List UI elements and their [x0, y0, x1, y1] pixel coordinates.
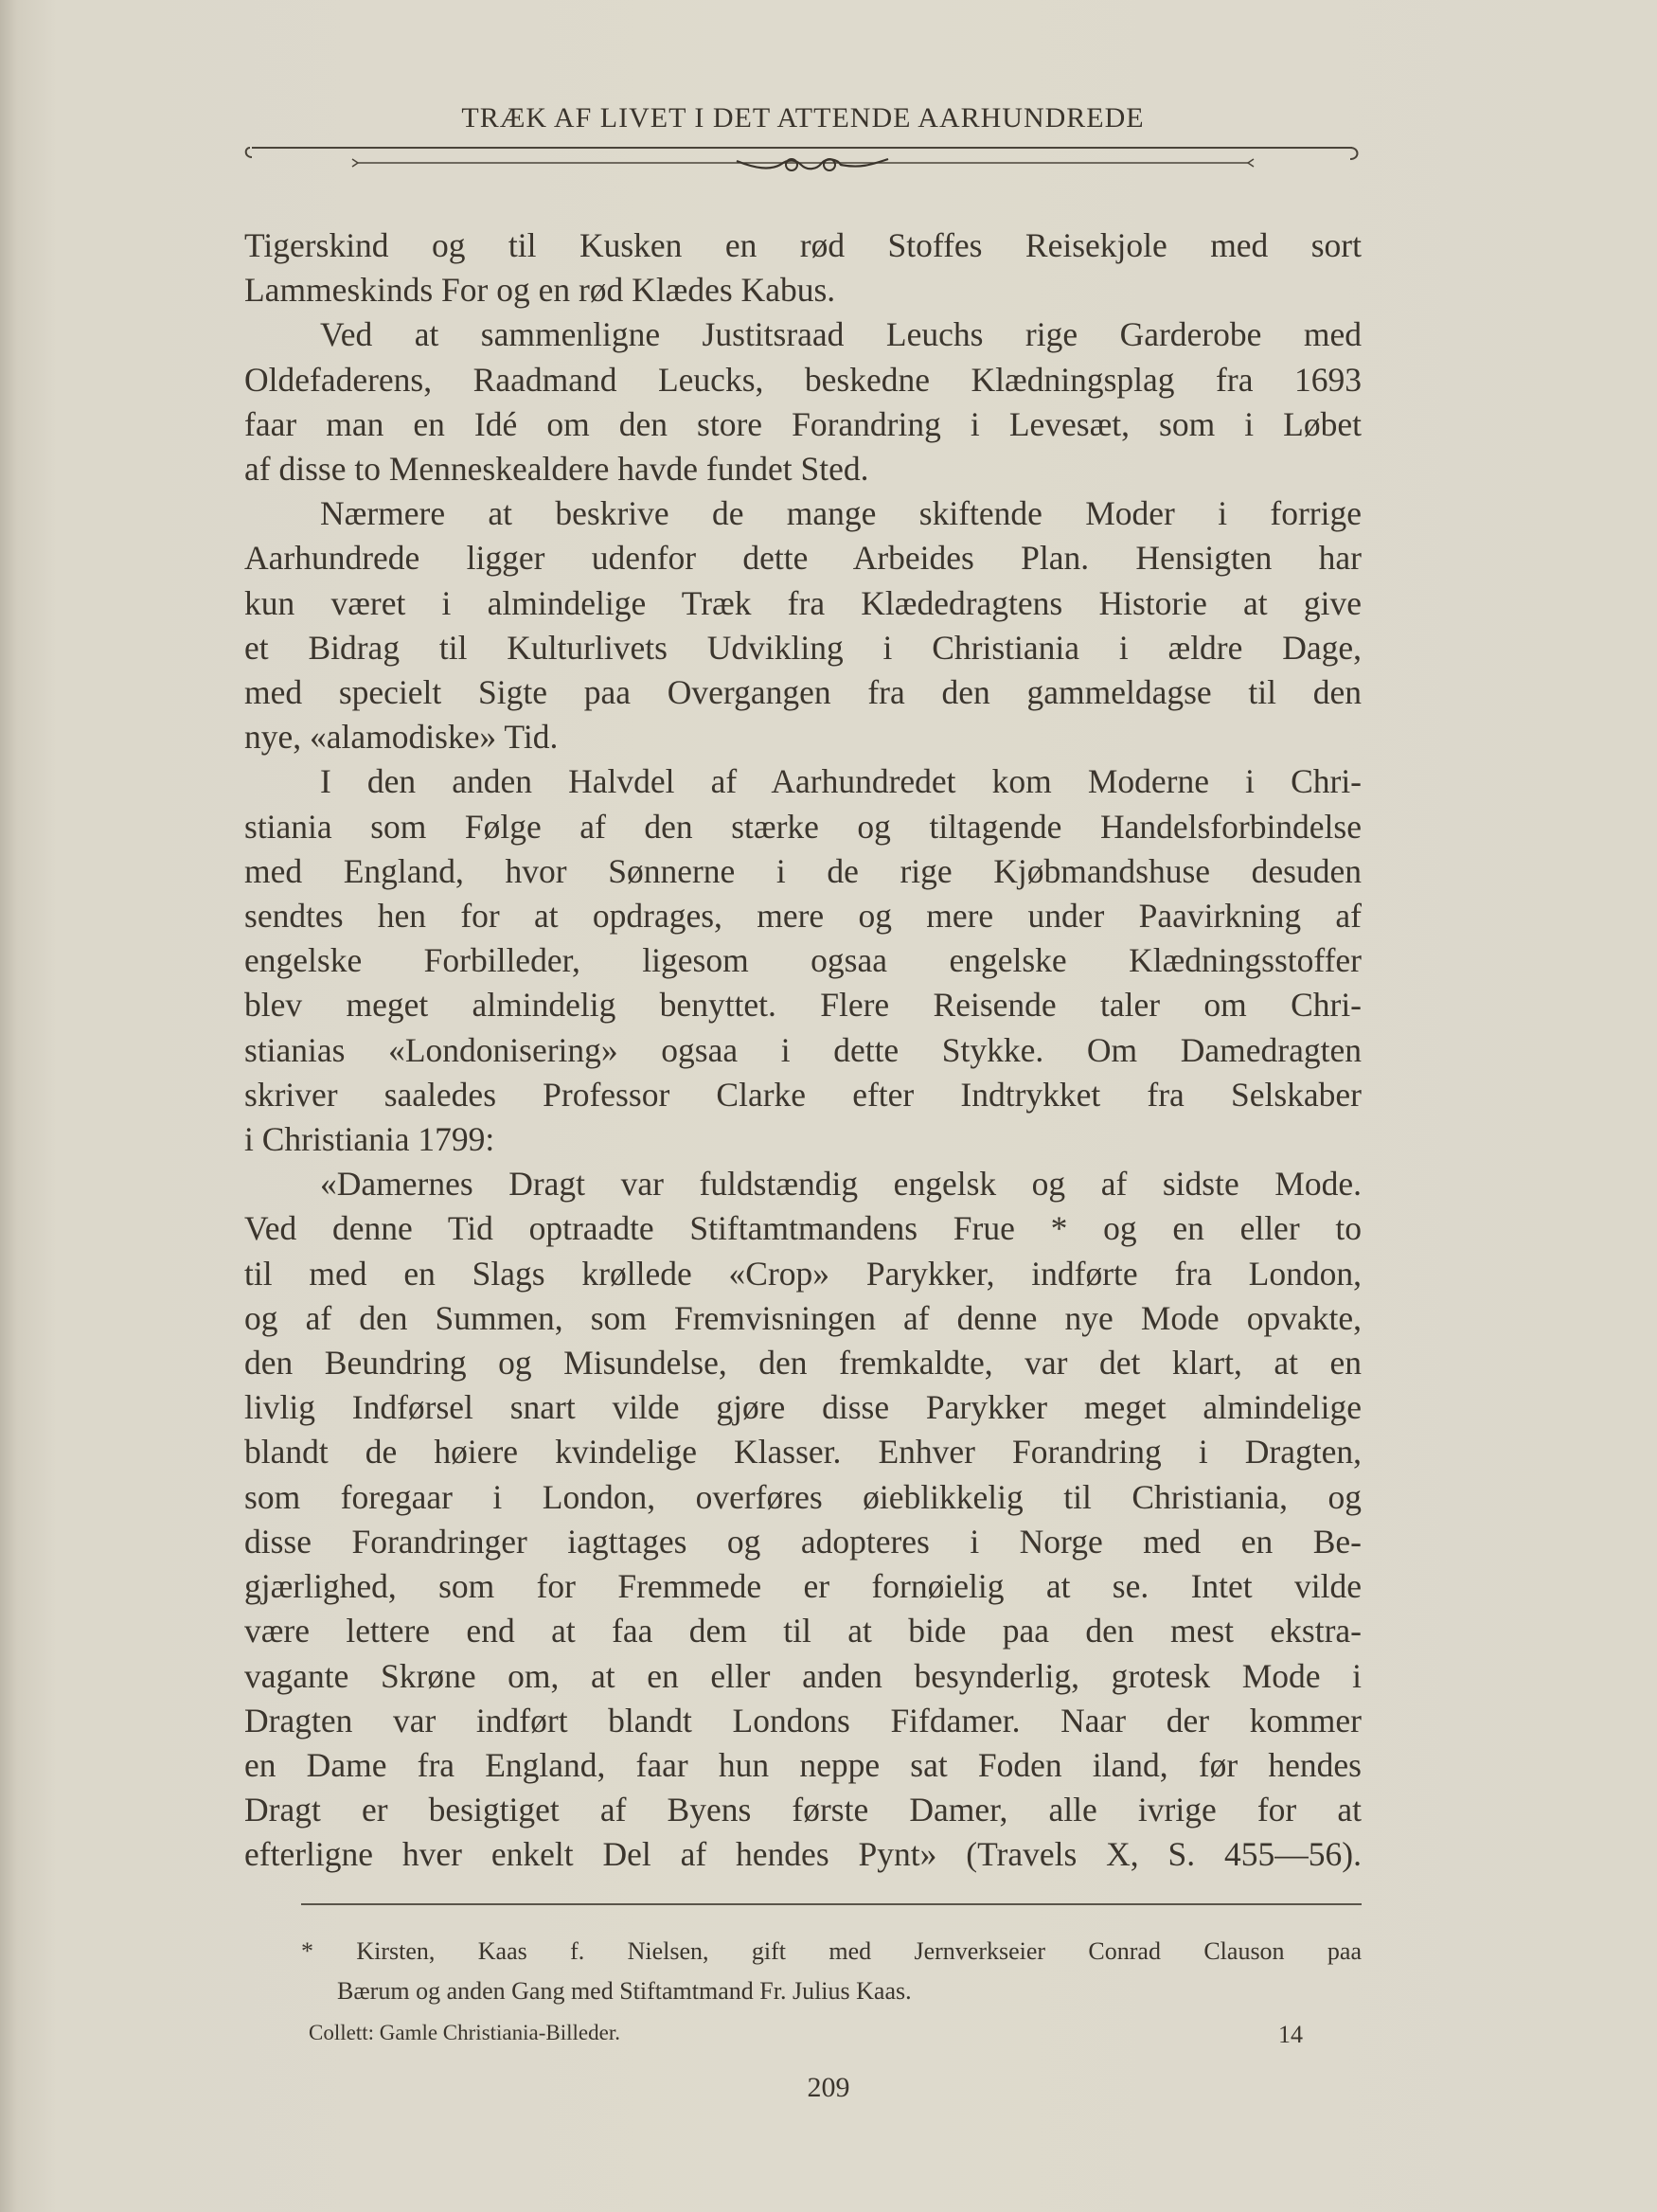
text-line: Ved denne Tid optraadte Stiftamtmandens Frue * og en eller to [244, 1209, 1362, 1248]
body-text [244, 223, 1362, 1878]
ornamental-rule-icon [244, 144, 1362, 178]
text-line: engelske Forbilleder, ligesom ogsaa engelske Klædningsstoffer [244, 941, 1362, 980]
text-line: Dragten var indført blandt Londons Fifdamer. Naar der kommer [244, 1701, 1362, 1739]
text-line: stianias «Londonisering» ogsaa i dette Stykke. Om Damedragten [244, 1030, 1362, 1069]
text-line: Nærmere at beskrive de mange skiftende Moder i forrige [320, 494, 1362, 533]
text-line: til med en Slags krøllede «Crop» Parykker, indførte fra London, [244, 1254, 1362, 1293]
footnote-divider [301, 1903, 1362, 1905]
text-line: sendtes hen for at opdrages, mere og mere under Paavirkning af [244, 897, 1362, 936]
text-line: Lammeskinds For og en rød Klædes Kabus. [244, 271, 836, 310]
text-line: som foregaar i London, overføres øieblikkelig til Christiania, og [244, 1477, 1362, 1516]
source-title: Collett: Gamle Christiania-Billeder. [309, 2021, 620, 2044]
text-line: nye, «alamodiske» Tid. [244, 718, 559, 757]
text-line: af disse to Menneskealdere havde fundet Sted. [244, 450, 869, 489]
text-line: og af den Summen, som Fremvisningen af denne nye Mode opvakte, [244, 1298, 1362, 1337]
text-line: Aarhundrede ligger udenfor dette Arbeides Plan. Hensigten har [244, 539, 1362, 578]
text-line: vagante Skrøne om, at en eller anden besynderlig, grotesk Mode i [244, 1656, 1362, 1695]
running-head: TRÆK AF LIVET I DET ATTENDE AARHUNDREDE [461, 102, 1145, 134]
text-line: være lettere end at faa dem til at bide paa den mest ekstra- [244, 1612, 1362, 1650]
text-line: Dragt er besigtiget af Byens første Damer, alle ivrige for at [244, 1791, 1362, 1829]
text-line: kun været i almindelige Træk fra Klædedragtens Historie at give [244, 583, 1362, 622]
text-line: disse Forandringer iagttages og adopteres i Norge med en Be- [244, 1522, 1362, 1561]
text-line: blev meget almindelig benyttet. Flere Reisende taler om Chri- [244, 986, 1362, 1025]
text-line: livlig Indførsel snart vilde gjøre disse Parykker meget almindelige [244, 1388, 1362, 1427]
text-line: efterligne hver enkelt Del af hendes Pynt» (Travels X, S. 455—56). [244, 1835, 1362, 1874]
footnote-line: * Kirsten, Kaas f. Nielsen, gift med Jernverkseier Conrad Clauson paa [301, 1937, 1362, 1965]
text-line: Ved at sammenligne Justitsraad Leuchs rige Garderobe med [320, 315, 1362, 354]
text-line: den Beundring og Misundelse, den fremkaldte, var det klart, at en [244, 1344, 1362, 1382]
text-line: «Damernes Dragt var fuldstændig engelsk og af sidste Mode. [320, 1165, 1362, 1204]
text-line: skriver saaledes Professor Clarke efter Indtrykket fra Selskaber [244, 1075, 1362, 1114]
signature-line [309, 2021, 1303, 2048]
text-line: en Dame fra England, faar hun neppe sat Foden iland, før hendes [244, 1745, 1362, 1784]
footnote [301, 1932, 1362, 2011]
text-line: blandt de høiere kvindelige Klasser. Enhver Forandring i Dragten, [244, 1433, 1362, 1472]
text-line: Tigerskind og til Kusken en rød Stoffes Reisekjole med sort [244, 226, 1362, 264]
text-line: med England, hvor Sønnerne i de rige Kjøbmandshuse desuden [244, 851, 1362, 890]
text-line: gjærlighed, som for Fremmede er fornøielig at se. Intet vilde [244, 1567, 1362, 1606]
text-line: med specielt Sigte paa Overgangen fra den gammeldagse til den [244, 673, 1362, 712]
text-line: et Bidrag til Kulturlivets Udvikling i Christiania i ældre Dage, [244, 628, 1362, 667]
text-line: i Christiania 1799: [244, 1120, 495, 1159]
text-line: stiania som Følge af den stærke og tiltagende Handelsforbindelse [244, 807, 1362, 846]
text-line: Oldefaderens, Raadmand Leucks, beskedne Klædningsplag fra 1693 [244, 360, 1362, 399]
text-line: faar man en Idé om den store Forandring i Levesæt, som i Løbet [244, 404, 1362, 443]
footnote-line: Bærum og anden Gang med Stiftamtmand Fr. Julius Kaas. [337, 1977, 912, 2005]
page-number: 209 [807, 2072, 850, 2103]
sheet-signature: 14 [1278, 2021, 1303, 2048]
text-line: I den anden Halvdel af Aarhundredet kom Moderne i Chri- [320, 762, 1362, 801]
